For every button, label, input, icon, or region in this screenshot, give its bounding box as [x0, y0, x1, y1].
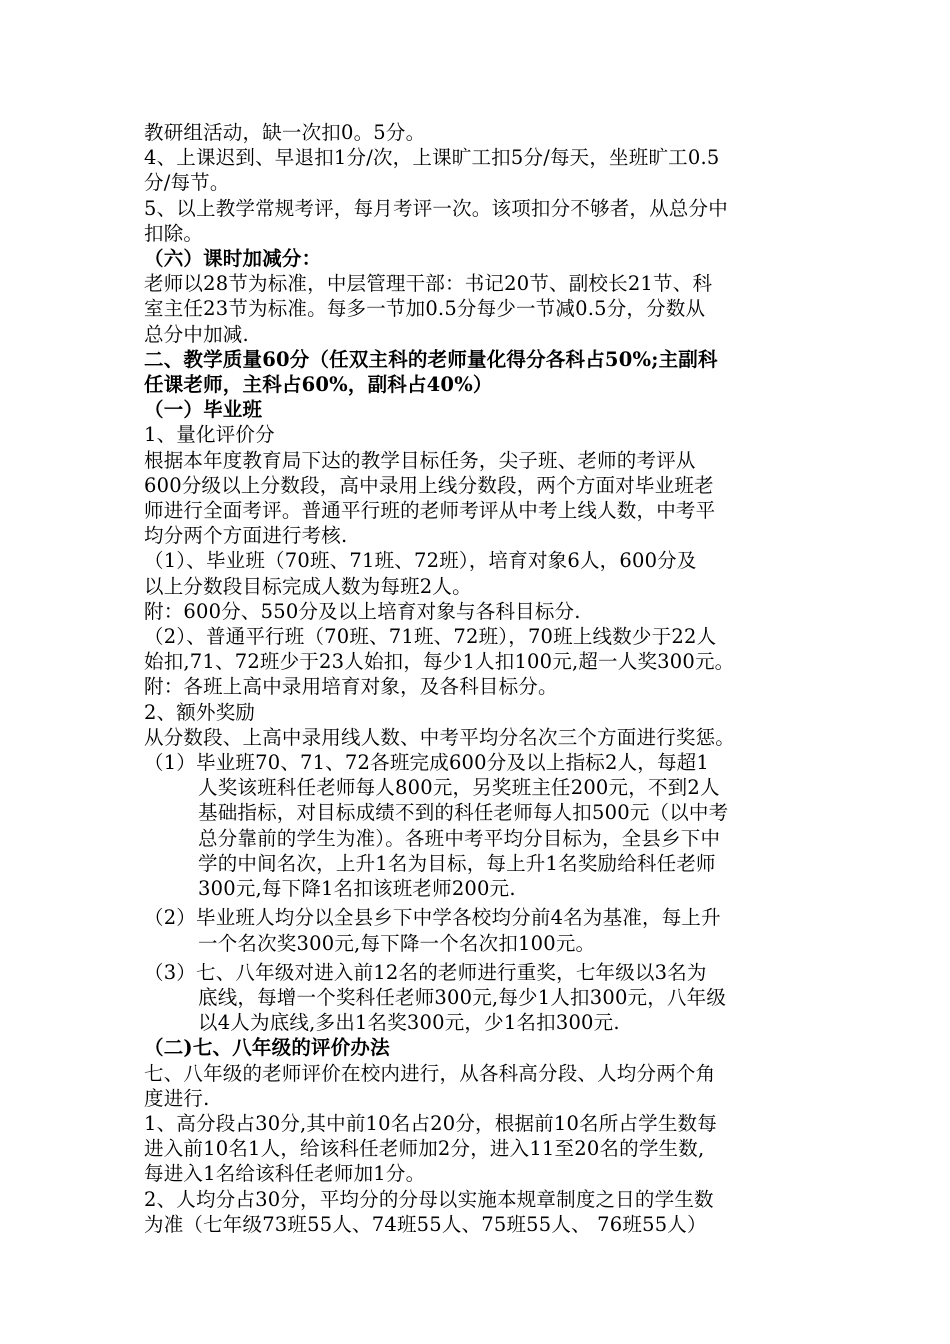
paragraph-line: 基础指标，对目标成绩不到的科任老师每人扣500元（以中考	[198, 801, 729, 825]
paragraph-line: 附：各班上高中录用培育对象，及各科目标分。	[144, 675, 558, 699]
paragraph-line: 2、额外奖励	[144, 700, 256, 724]
paragraph-line: 5、以上教学常规考评，每月考评一次。该项扣分不够者，从总分中	[144, 196, 728, 220]
paragraph-line: 一个名次奖300元,每下降一个名次扣100元。	[198, 931, 596, 955]
paragraph-line: 扣除。	[144, 221, 204, 245]
paragraph-line: 1、高分段占30分,其中前10名占20分，根据前10名所占学生数每	[144, 1111, 717, 1135]
section-heading: （二)七、八年级的评价办法	[144, 1036, 390, 1060]
paragraph-line: 老师以28节为标准，中层管理干部：书记20节、副校长21节、科	[144, 272, 713, 296]
paragraph-line: （2）、普通平行班（70班、71班、72班），70班上线数少于22人	[144, 625, 717, 649]
paragraph-line: 300元,每下降1名扣该班老师200元.	[198, 877, 516, 901]
paragraph-line: 度进行.	[144, 1086, 210, 1110]
paragraph-line: 七、八年级的老师评价在校内进行，从各科高分段、人均分两个角	[144, 1061, 716, 1085]
paragraph-line: 总分靠前的学生为准）。各班中考平均分目标为，全县乡下中	[198, 826, 721, 850]
paragraph-line: （3）七、八年级对进入前12名的老师进行重奖，七年级以3名为	[144, 960, 707, 984]
paragraph-line: 4、上课迟到、早退扣1分/次，上课旷工扣5分/每天，坐班旷工0.5	[144, 146, 720, 170]
section-heading: 任课老师，主科占60%，副科占40%）	[144, 373, 493, 397]
paragraph-line: 师进行全面考评。普通平行班的老师考评从中考上线人数，中考平	[144, 499, 716, 523]
paragraph-line: 600分级以上分数段，高中录用上线分数段，两个方面对毕业班老	[144, 473, 714, 497]
paragraph-line: 分/每节。	[144, 171, 230, 195]
paragraph-line: 为准（七年级73班55人、74班55人、75班55人、 76班55人）	[144, 1212, 707, 1236]
paragraph-line: 人奖该班科任老师每人800元，另奖班主任200元，不到2人	[198, 776, 720, 800]
paragraph-line: 均分两个方面进行考核.	[144, 524, 348, 548]
paragraph-line: （1）毕业班70、71、72各班完成600分及以上指标2人，每超1	[144, 751, 709, 775]
paragraph-line: 学的中间名次，上升1名为目标，每上升1名奖励给科任老师	[198, 851, 716, 875]
paragraph-line: 附：600分、550分及以上培育对象与各科目标分.	[144, 599, 581, 623]
paragraph-line: 每进入1名给该科任老师加1分。	[144, 1162, 426, 1186]
paragraph-line: （1）、毕业班（70班、71班、72班），培育对象6人，600分及	[144, 549, 697, 573]
paragraph-line: 底线，每增一个奖科任老师300元,每少1人扣300元，八年级	[198, 985, 727, 1009]
section-heading: （一）毕业班	[144, 398, 263, 422]
section-heading: 二、教学质量60分（任双主科的老师量化得分各科占50%;主副科	[144, 347, 718, 371]
paragraph-line: 从分数段、上高中录用线人数、中考平均分名次三个方面进行奖惩。	[144, 725, 736, 749]
paragraph-line: 根据本年度教育局下达的教学目标任务，尖子班、老师的考评从	[144, 448, 696, 472]
section-heading: （六）课时加减分：	[144, 247, 322, 271]
paragraph-line: 教研组活动，缺一次扣0。5分。	[144, 121, 426, 144]
paragraph-line: （2）毕业班人均分以全县乡下中学各校均分前4名为基准，每上升	[144, 906, 721, 930]
paragraph-line: 室主任23节为标准。每多一节加0.5分每少一节减0.5分，分数从	[144, 297, 706, 321]
paragraph-line: 2、人均分占30分，平均分的分母以实施本规章制度之日的学生数	[144, 1187, 714, 1211]
document-page	[144, 120, 812, 1237]
paragraph-line: 进入前10名1人，给该科任老师加2分，进入11至20名的学生数,	[144, 1137, 705, 1161]
paragraph-line: 以上分数段目标完成人数为每班2人。	[144, 574, 472, 598]
paragraph-line: 始扣,71、72班少于23人始扣，每少1人扣100元,超一人奖300元。	[144, 650, 735, 674]
paragraph-line: 以4人为底线,多出1名奖300元，少1名扣300元.	[198, 1011, 620, 1035]
paragraph-line: 1、量化评价分	[144, 423, 275, 447]
paragraph-line: 总分中加减.	[144, 322, 249, 346]
